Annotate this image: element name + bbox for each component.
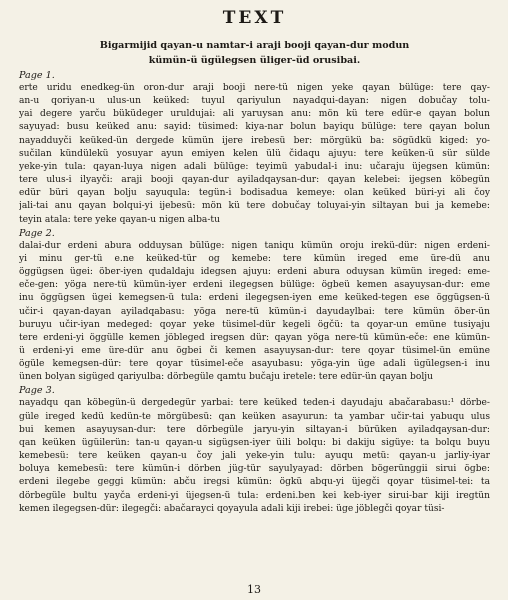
text-line: eče-gen: yöga nere-tü kümün-iyer erdeni ilegegsen bülüge: ögbeü kemen asayuysan-dur: eme xyxy=(19,280,490,291)
text-line: güle ireged kedü kedün-te mörgübesü: qan keüken asayurun: ta yambar učir-tai yabuqu ulus xyxy=(19,411,490,422)
text-line: kemen ilegegsen-dür: ilegegči: abačarayci qoyayula adali kiji irebei: üge jöblegči qoyar tüsi- xyxy=(19,503,445,514)
text-line: ü erdeni-yi eme üre-dür anu ögbei či kemen asayuysan-dur: tere qoyar tüsimel-ün emüne xyxy=(19,345,490,356)
page-label: Page 2. xyxy=(19,227,55,239)
text-line: boluya kemebesü: tere kümün-i dörben jüg-tür sayulyayad: dörben bögerünggii sirui ögbe: xyxy=(19,464,490,475)
page-title: TEXT xyxy=(222,8,287,28)
page-number: 13 xyxy=(247,583,261,596)
text-line: tere ulus-i ilyayči: araji booji qayan-dur ayiladqaysan-dur: qayan kelebei: ijegsen köbegün xyxy=(19,175,490,186)
text-line: nayadqu qan köbegün-ü dergedegür yarbai: tere keüked teden-i dayudaju abačarabasu:¹ dörbe- xyxy=(19,398,490,409)
page-section xyxy=(19,69,490,227)
text-line: nayadduyči keüked-ün dergede kümün ijere irebesü ber: mörgükü ba: sögüdkü kiged: yo- xyxy=(19,135,490,146)
text-line: erdeni ilegebe geggi kümün: abču iregsi kümün: ögkü abqu-yi üjegči qoyar tüsimel-tei: ta xyxy=(19,477,490,488)
text-line: buruyu učir-iyan medeged: qoyar yeke tüsimel-dür kegeli ögčü: ta qoyar-un emüne tusiyaju xyxy=(19,319,490,330)
text-line: tere erdeni-yi öggülle kemen jöbleged iregsen dür: qayan yöga nere-tü kümün-eče: ene kümün- xyxy=(19,332,490,343)
text-line: sayuyad: busu keüked anu: sayid: tüsimed: kiya-nar bolun bayiqu bülüge: tere qayan bolun xyxy=(19,122,490,133)
text-line: kemebesü: tere keüken qayan-u čoy jali yeke-yin tulu: ayuqu metü: qayan-u jarliy-iyar xyxy=(19,451,490,462)
text-line: učir-i qayan-dayan ayiladqabasu: yöga nere-tü kümün-i dayudaylbai: tere kümün öber-ün xyxy=(19,306,490,317)
page-label: Page 1. xyxy=(19,70,55,81)
text-line: ögüle kemegsen-dür: tere qoyar tüsimel-eče asayubasu: yöga-yin üge adali ügülegsen-i inu xyxy=(19,359,490,370)
subtitle-block xyxy=(19,39,490,68)
text-line: an-u qoriyan-u ulus-un keüked: tuyul qariyulun nayadqui-dayan: nigen dobučay tolu- xyxy=(19,96,490,107)
text-line: edür büri qayan bolju sayuqula: tegün-i bodisadua kemeye: olan keüked büri-yi ali čoy xyxy=(19,188,490,199)
text-line: yeke-yin tula: qayan-luya nigen adali bülüge: teyimü yabudal-i inu: učaraju üjegsen kümün: xyxy=(19,161,490,172)
text-line: erte uridu enedkeg-ün oron-dur araji booji nere-tü nigen yeke qayan bülüge: tere qay- xyxy=(19,83,490,93)
page-section xyxy=(19,227,490,385)
subtitle-line: Bigarmijid qayan-u namtar-i araji booji qayan-dur modun xyxy=(99,40,410,51)
text-line: ünen bolyan sigüged qariyulba: dörbegüle qamtu bučaju iretele: tere edür-ün qayan bolju xyxy=(19,372,433,383)
subtitle-line: kümün-ü ügülegsen üliger-üd orusibai. xyxy=(148,55,361,66)
text-line: sučilan kündülekü yosuyar ayun emiyen kelen ülü čidaqu ajuyu: tere keüken-ü sür sülde xyxy=(19,148,490,159)
text-line: jali-tai anu qayan bolqui-yi ijebesü: mön kü tere dobučay toluyai-yin siltayan bui ja kemebe: xyxy=(19,201,490,212)
text-line: yai degere yarču büküdeger uruldujai: ali yaruysan anu: mön kü tere edür-e qayan bolun xyxy=(19,109,490,120)
text-line: teyin atala: tere yeke qayan-u nigen alba-tu xyxy=(19,214,220,225)
text-line: dörbegüle bultu yayča erdeni-yi üjegsen-ü tula: erdeni.ben kei keb-iyer sirui-bar kiji iregtün xyxy=(19,490,490,501)
text-body xyxy=(19,69,490,516)
text-line: dalai-dur erdeni abura odduysan bülüge: nigen taniqu kümün oroju irekü-dür: nigen erdeni- xyxy=(19,240,490,251)
text-line: inu öggügsen ügei kemegsen-ü tula: erdeni ilegegsen-iyen eme keüked-tegen ese öggügsen-ü xyxy=(19,293,490,304)
text-line: qan keüken ügüilerün: tan-u qayan-u sigügsen-iyer üili bolqu: bi dakiju sigüye: ta bolqu buyu xyxy=(19,437,490,448)
text-line: öggügsen ügei: öber-iyen qudaldaju idegsen ajuyu: erdeni abura oduysan kümün ireged: eme- xyxy=(19,267,490,278)
text-line: bui kemen asayuysan-dur: tere dörbegüle jaryu-yin siltayan-i bürüken ayiladqaysan-dur: xyxy=(19,424,490,435)
text-line: yi minu ger-tü e.ne keüked-tür og kemebe: tere kümün ireged eme üre-dü anu xyxy=(19,253,490,264)
page-section xyxy=(19,384,490,515)
page-label: Page 3. xyxy=(19,385,55,397)
